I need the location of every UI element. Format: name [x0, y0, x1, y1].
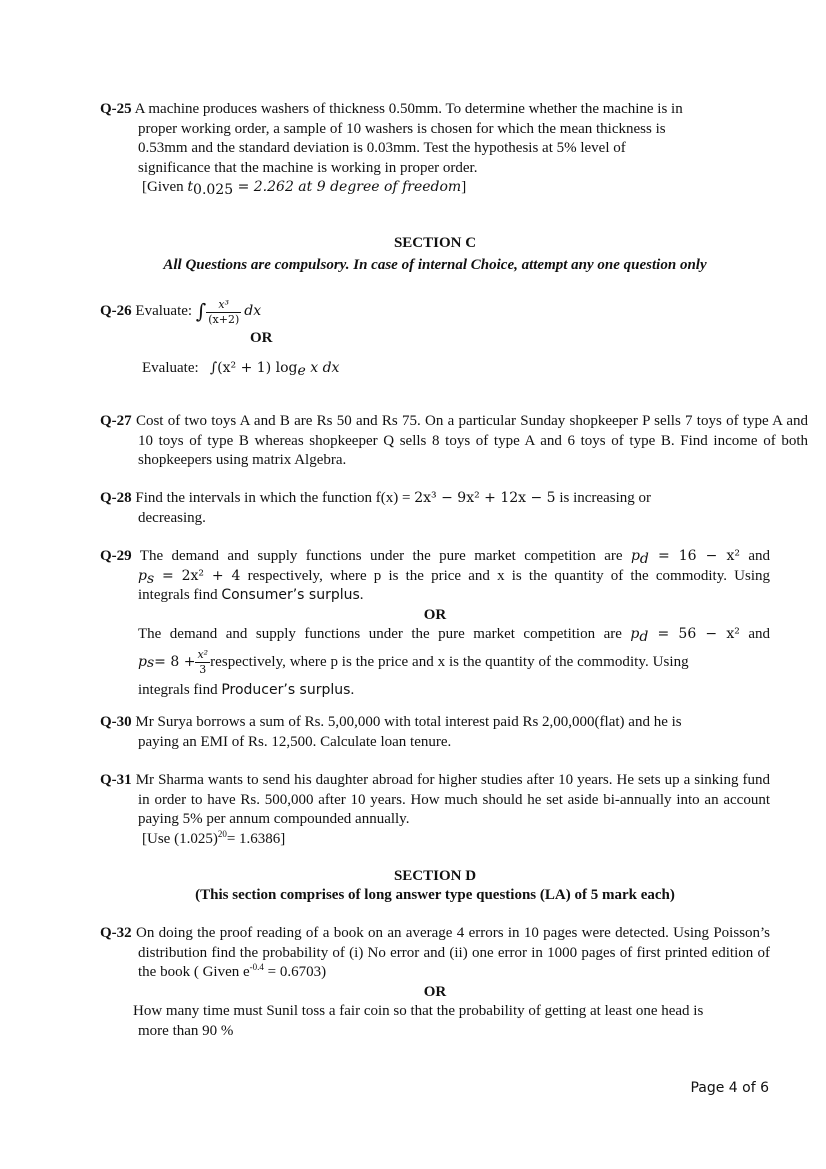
question-25 — [100, 100, 770, 198]
section-c-title: SECTION C — [393, 235, 477, 251]
dx: dx — [244, 303, 262, 320]
question-number: Q-28 — [100, 490, 132, 506]
question-31: Q-31 Mr Sharma wants to send his daughter abroad for higher studies after 10 years. He sets up a sinking fund in order to have Rs. 500,000 after 10 years. How much should he set aside bi-annually into an account paying 5% per annum compounded annually. [Use $(1.025)^{20}= 1.6386$] — [100, 771, 770, 849]
question-number: Q-27 — [100, 413, 132, 429]
alternative-question: How many time must Sunil toss a fair coin so that the probability of getting at least one head is — [133, 1003, 704, 1019]
use-note: [Use $(1.025)^{20}= 1.6386$] — [142, 828, 286, 847]
question-number: Q-30 — [100, 714, 132, 730]
question-29: Q-29 The demand and supply functions under the pure market competition are $p_d = 16 - x^2$ and $p_s = 2x^2 + 4$ respectively, where p is the price and x is the quantity of the commodity. Using integrals find Consumer’s surplus. OR The demand and supply functions under the pure market competition are $p_d = 56 - x^2$ and p s = 8 + $\frac{\text{x²}}{3}$ respectively, where p is the price and x is the quantity of the commodity. Using integrals find Producer’s surplus. — [100, 548, 771, 698]
question-27: Q-27 Cost of two toys A and B are Rs 50 and Rs 75. On a particular Sunday shopkeeper P sells 7 toys of type A and 10 toys of type B whereas shopkeeper Q sells 8 toys of type A and 6 toys of type B. Find income of both shopkeepers using matrix Algebra. — [100, 413, 808, 468]
question-32: Q-32 On doing the proof reading of a book on an average 4 errors in 10 pages were detected. Using Poisson’s distribution find the probability of (i) No error and (ii) one error in 1000 pages of first printed edition of the book ( Given $e^{-0.4} = 0.6703$) OR How many time must Sunil toss a fair coin so that the probability of getting at least one head is more than 90 % — [100, 924, 770, 1041]
or-label: OR — [423, 606, 447, 623]
question-text: significance that the machine is working in proper order. — [138, 159, 478, 176]
given-note: [Given $t_{0.025} = 2.262$ at 9 degree of freedom] — [142, 179, 467, 198]
fraction: $\frac{\text{x³}}{(x+2)}$ — [208, 297, 240, 326]
fraction: $\frac{\text{x²}}{3}$ — [197, 648, 209, 676]
alternative-question: more than 90 % — [138, 1022, 234, 1039]
integral-sign: ∫ — [195, 299, 207, 324]
producer-surplus-term: Producer’s surplus — [221, 681, 351, 698]
section-d-title: SECTION D — [393, 868, 477, 884]
question-26 — [100, 292, 770, 378]
or-label: OR — [250, 330, 273, 346]
question-number: Q-26 — [100, 303, 132, 320]
or-label: OR — [423, 983, 447, 1000]
section-d-instructions: (This section comprises of long answer type questions (LA) of 5 mark each) — [195, 887, 675, 903]
section-c-instructions: All Questions are compulsory. In case of internal Choice, attempt any one question only — [163, 257, 707, 273]
question-number: Q-25 — [100, 101, 132, 117]
question-text: A machine produces washers of thickness 0.50mm. To determine whether the machine is in — [134, 101, 683, 117]
question-number: Q-32 — [100, 925, 132, 941]
question-text: paying an EMI of Rs. 12,500. Calculate loan tenure. — [138, 733, 452, 750]
page-number: Page 4 of 6 — [690, 1080, 769, 1096]
question-number: Q-29 — [100, 548, 132, 564]
question-30: Q-30 Mr Surya borrows a sum of Rs. 5,00,000 with total interest paid Rs 2,00,000(flat) and he is paying an EMI of Rs. 12,500. Calculate loan tenure. — [100, 713, 770, 752]
question-text: decreasing. — [138, 509, 206, 526]
question-text: 0.53mm and the standard deviation is 0.03mm. Test the hypothesis at 5% level of — [138, 140, 626, 156]
consumer-surplus-term: Consumer’s surplus — [221, 587, 360, 603]
question-text: proper working order, a sample of 10 washers is chosen for which the mean thickness is — [138, 120, 666, 137]
alternative-question: Evaluate: ∫(x² + 1) $\log_e x$ dx — [142, 359, 340, 379]
question-28: Q-28 Find the intervals in which the function f(x) = 2x³ − 9x² + 12x − 5 is increasing or decreasing. — [100, 489, 770, 528]
evaluate-label: Evaluate: — [135, 303, 193, 320]
question-number: Q-31 — [100, 772, 132, 788]
